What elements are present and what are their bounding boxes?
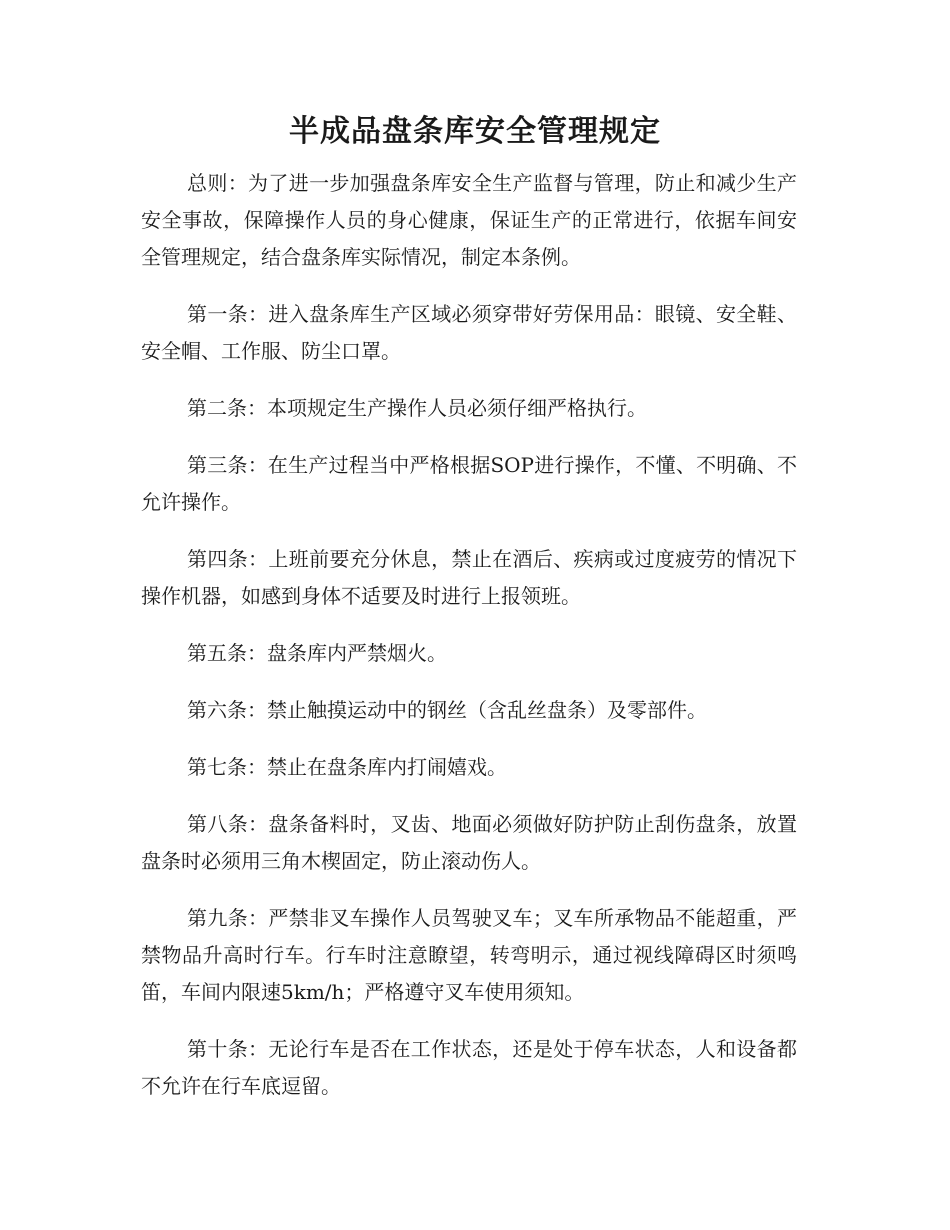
paragraph-article-2: 第二条：本项规定生产操作人员必须仔细严格执行。: [187, 396, 647, 420]
paragraph-article-8: 第八条：盘条备料时，叉齿、地面必须做好防护防止刮伤盘条，放置盘条时必须用三角木楔固定，防止滚动伤人。: [141, 812, 797, 873]
paragraph-article-5: 第五条：盘条库内严禁烟火。: [187, 641, 447, 665]
paragraph-article-9: 第九条：严禁非叉车操作人员驾驶叉车；叉车所承物品不能超重，严禁物品升高时行车。行车时注意瞭望，转弯明示，通过视线障碍区时须鸣笛，车间内限速5km/h；严格遵守叉车使用须知。: [141, 906, 797, 1004]
paragraph-article-3: 第三条：在生产过程当中严格根据SOP进行操作，不懂、不明确、不允许操作。: [141, 453, 797, 514]
paragraph-article-1: 第一条：进入盘条库生产区域必须穿带好劳保用品：眼镜、安全鞋、安全帽、工作服、防尘口罩。: [141, 302, 797, 363]
paragraph-article-6: 第六条：禁止触摸运动中的钢丝（含乱丝盘条）及零部件。: [187, 698, 707, 722]
paragraph-article-10: 第十条：无论行车是否在工作状态，还是处于停车状态，人和设备都不允许在行车底逗留。: [141, 1037, 797, 1098]
paragraph-general-provisions: 总则：为了进一步加强盘条库安全生产监督与管理，防止和减少生产安全事故，保障操作人员的身心健康，保证生产的正常进行，依据车间安全管理规定，结合盘条库实际情况，制定本条例。: [141, 171, 797, 269]
paragraph-article-4: 第四条：上班前要充分休息，禁止在酒后、疾病或过度疲劳的情况下操作机器，如感到身体不适要及时进行上报领班。: [141, 547, 797, 608]
paragraph-article-7: 第七条：禁止在盘条库内打闹嬉戏。: [187, 755, 507, 779]
document-body: [141, 165, 797, 1125]
document-title: 半成品盘条库安全管理规定: [289, 114, 661, 149]
